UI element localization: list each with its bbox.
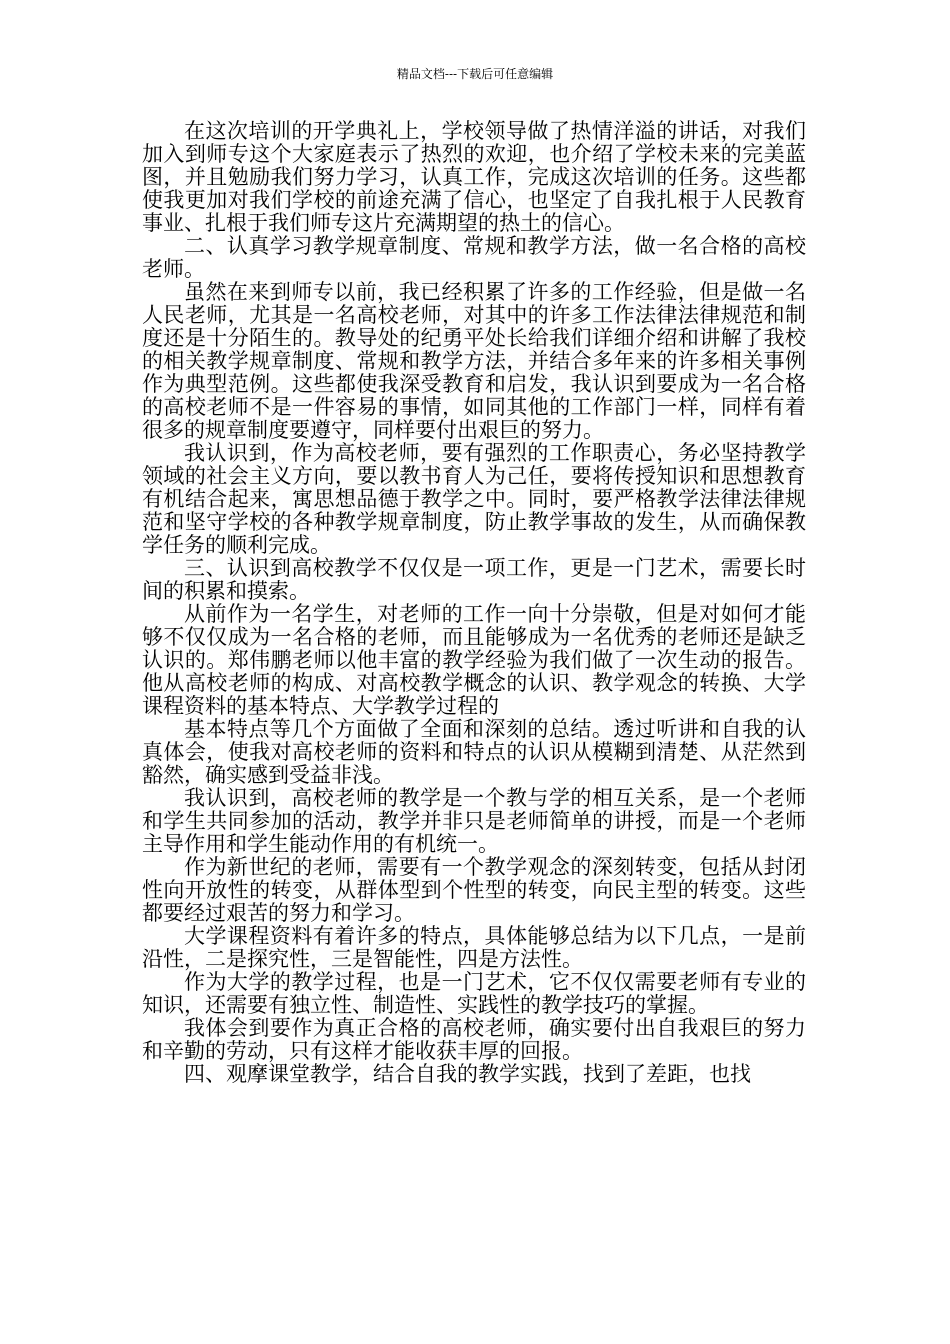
paragraph-responsibility: 我认识到，作为高校老师，要有强烈的工作职责心，务必坚持教学领域的社会主义方向，要以教书育人为己任，要将传授知识和思想教育有机结合起来，寓思想品德于教学之中。同时，要严格教学法律法律规范和坚守学校的各种教学规章制度，防止教学事故的发生，从而确保教学任务的顺利完成。 [142,441,806,557]
section-heading-4: 四、观摩课堂教学，结合自我的教学实践，找到了差距，也找 [184,1062,751,1086]
paragraph-regulations: 虽然在来到师专以前，我已经积累了许多的工作经验，但是做一名人民老师，尤其是一名高校老师，对其中的许多工作法律法律规范和制度还是十分陌生的。教导处的纪勇平处长给我们详细介绍和讲解了我校的相关教学规章制度、常规和教学方法，并结合多年来的许多相关事例作为典型范例。这些都使我深受教育和启发，我认识到要成为一名合格的高校老师不是一件容易的事情，如同其他的工作部门一样，同样有着很多的规章制度要遵守，同样要付出艰巨的努力。 [142,280,806,442]
paragraph-report: 从前作为一名学生，对老师的工作一向十分崇敬，但是对如何才能够不仅仅成为一名合格的老师，而且能够成为一名优秀的老师还是缺乏认识的。郑伟鹏老师以他丰富的教学经验为我们做了一次生动的报告。他从高校老师的构成、对高校教学概念的认识、教学观念的转换、大学课程资料的基本特点、大学教学过程的 [142,602,806,718]
paragraph-effort: 我体会到要作为真正合格的高校老师，确实要付出自我艰巨的努力和辛勤的劳动，只有这样才能收获丰厚的回报。 [142,1016,806,1063]
paragraph-summary: 基本特点等几个方面做了全面和深刻的总结。透过听讲和自我的认真体会，使我对高校老师的资料和特点的认识从模糊到清楚、从茫然到豁然，确实感到受益非浅。 [142,717,806,787]
paragraph-concept-change: 作为新世纪的老师，需要有一个教学观念的深刻转变，包括从封闭性向开放性的转变，从群体型到个性型的转变，向民主型的转变。这些都要经过艰苦的努力和学习。 [142,855,806,925]
paragraph-course-features: 大学课程资料有着许多的特点，具体能够总结为以下几点，一是前沿性，二是探究性，三是智能性，四是方法性。 [142,924,806,971]
document-body [142,120,806,1086]
section-heading-2: 二、认真学习教学规章制度、常规和教学方法，做一名合格的高校老师。 [142,234,806,281]
paragraph-teaching-art: 作为大学的教学过程，也是一门艺术，它不仅仅需要老师有专业的知识，还需要有独立性、制造性、实践性的教学技巧的掌握。 [142,970,806,1017]
page-header: 精品文档---下载后可任意编辑 [396,67,554,81]
section-heading-3: 三、认识到高校教学不仅仅是一项工作，更是一门艺术，需要长时间的积累和摸索。 [142,556,806,603]
paragraph-teaching-relation: 我认识到，高校老师的教学是一个教与学的相互关系，是一个老师和学生共同参加的活动，教学并非只是老师简单的讲授，而是一个老师主导作用和学生能动作用的有机统一。 [142,786,806,856]
paragraph-opening-ceremony: 在这次培训的开学典礼上，学校领导做了热情洋溢的讲话，对我们加入到师专这个大家庭表示了热烈的欢迎，也介绍了学校未来的完美蓝图，并且勉励我们努力学习，认真工作，完成这次培训的任务。这些都使我更加对我们学校的前途充满了信心，也坚定了自我扎根于人民教育事业、扎根于我们师专这片充满期望的热土的信心。 [142,119,806,235]
